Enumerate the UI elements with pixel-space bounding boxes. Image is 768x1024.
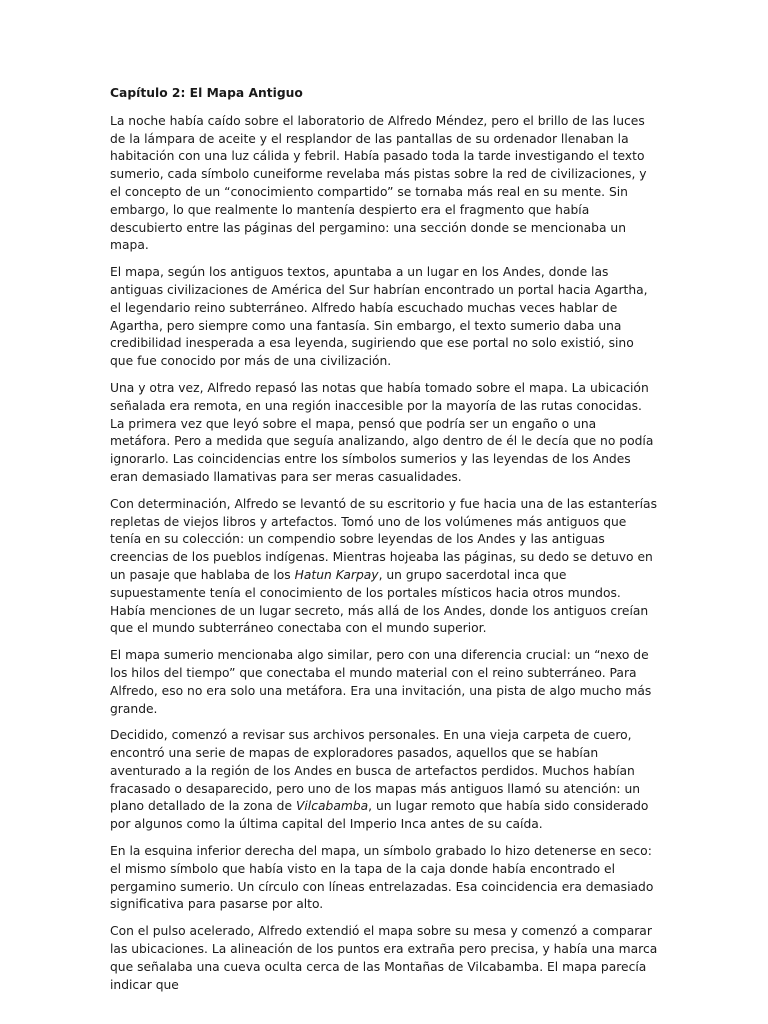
paragraph-text: Con determinación, Alfredo se levantó de su escritorio y fue hacia una de las estanterías repletas de viejos libros y artefactos. Tomó uno de los volúmenes más antiguos que tenía en su colección: un compendio sobre leyendas de los Andes y las antiguas creencias de los pueblos indígenas. Mientras hojeaba las páginas, su dedo se detuvo en un pasaje que hablaba de los (110, 496, 657, 582)
paragraph (110, 380, 660, 487)
chapter-title: Capítulo 2: El Mapa Antiguo (110, 86, 303, 100)
paragraph-text: El mapa sumerio mencionaba algo similar, pero con una diferencia crucial: un “nexo de los hilos del tiempo” que conectaba el mundo material con el reino subterráneo. Para Alfredo, eso no era solo una metáfora. Era una invitación, una pista de algo mucho más grande. (110, 648, 652, 716)
paragraph-text: , un grupo sacerdotal inca que supuestamente tenía el conocimiento de los portales místicos hacia otros mundos. Había menciones de un lugar secreto, más allá de los Andes, donde los antiguos creían que el mundo subterráneo conectaba con el mundo superior. (110, 567, 649, 636)
paragraph (110, 647, 660, 718)
paragraph-text: La noche había caído sobre el laboratorio de Alfredo Méndez, pero el brillo de las luces de la lámpara de aceite y el resplandor de las pantallas de su ordenador llenaban la habitación con una luz cálida y febril. Había pasado toda la tarde investigando el texto sumerio, cada símbolo cuneiforme revelaba más pistas sobre la red de civilizaciones, y el concepto de un “conocimiento compartido” se tornaba más real en su mente. Sin embargo, lo que realmente lo mantenía despierto era el fragmento que había descubierto entre las páginas del pergamino: una sección donde se mencionaba un mapa. (110, 113, 647, 253)
paragraph (110, 264, 660, 371)
document-body (110, 85, 660, 1003)
paragraph-text: Con el pulso acelerado, Alfredo extendió el mapa sobre su mesa y comenzó a comparar las ubicaciones. La alineación de los puntos era extraña pero precisa, y había una marca que señalaba una cueva oculta cerca de las Montañas de Vilcabamba. El mapa parecía indicar que (110, 924, 658, 992)
paragraph (110, 496, 660, 638)
italic-term: Vilcabamba (295, 799, 369, 814)
paragraph (110, 923, 660, 994)
paragraph-text: Decidido, comenzó a revisar sus archivos personales. En una vieja carpeta de cuero, encontró una serie de mapas de exploradores pasados, aquellos que se habían aventurado a la región de los Andes en busca de artefactos perdidos. Muchos habían fracasado o desaparecido, pero uno de los mapas más antiguos llamó su atención: un plano detallado de la zona de (110, 728, 641, 814)
paragraph-text: En la esquina inferior derecha del mapa, un símbolo grabado lo hizo detenerse en seco: el mismo símbolo que había visto en la tapa de la caja donde había encontrado el pergamino sumerio. Un círculo con líneas entrelazadas. Esa coincidencia era demasiado significativa para pasarse por alto. (110, 844, 654, 912)
paragraph (110, 843, 660, 914)
paragraph-text: , un lugar remoto que había sido considerado por algunos como la última capital del Imperio Inca antes de su caída. (110, 799, 649, 832)
paragraph (110, 727, 660, 834)
paragraph (110, 113, 660, 255)
italic-term: Hatun Karpay (294, 567, 379, 582)
paragraph-text: Una y otra vez, Alfredo repasó las notas que había tomado sobre el mapa. La ubicación señalada era remota, en una región inaccesible por la mayoría de las rutas conocidas. La primera vez que leyó sobre el mapa, pensó que podría ser un engaño o una metáfora. Pero a medida que seguía analizando, algo dentro de él le decía que no podía ignorarlo. Las coincidencias entre los símbolos sumerios y las leyendas de los Andes eran demasiado llamativas para ser meras casualidades. (110, 380, 654, 484)
paragraph-text: El mapa, según los antiguos textos, apuntaba a un lugar en los Andes, donde las antiguas civilizaciones de América del Sur habrían encontrado un portal hacia Agartha, el legendario reino subterráneo. Alfredo había escuchado muchas veces hablar de Agartha, pero siempre como una fantasía. Sin embargo, el texto sumerio daba una credibilidad inesperada a esa leyenda, sugiriendo que ese portal no solo existió, sino que fue conocido por más de una civilización. (110, 265, 648, 369)
